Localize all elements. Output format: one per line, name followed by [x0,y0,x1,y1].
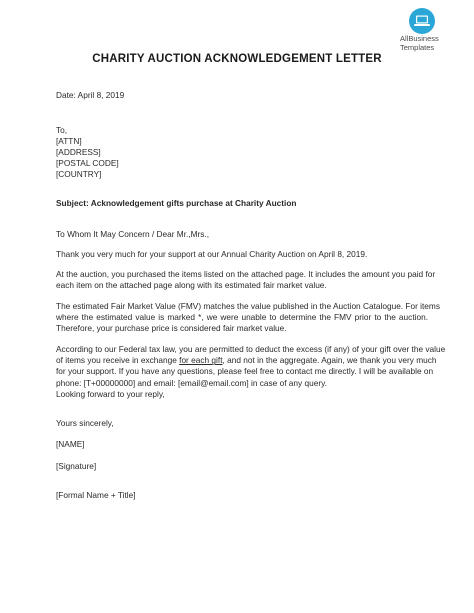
letter-salutation: To Whom It May Concern / Dear Mr.,Mrs., [56,229,210,239]
paragraph-line-with-underline [56,355,437,366]
paragraph-line: Therefore, your purchase price is considered fair market value. [56,323,287,334]
paragraph-thanks [56,249,428,260]
letter-title: CHARITY AUCTION ACKNOWLEDGEMENT LETTER [92,53,382,65]
paragraph-line: each item on the attached page along with its estimated fair market value. [56,280,327,291]
paragraph-tax [56,344,446,400]
signer-formal-name: [Formal Name + Title] [56,490,136,500]
signer-name: [NAME] [56,439,85,449]
address-postal-code: [POSTAL CODE] [56,158,119,168]
paragraph-line: At the auction, you purchased the items listed on the attached page. It includes the amount you paid for [56,269,436,279]
logo-brand-line2: Templates [400,43,435,52]
address-attn: [ATTN] [56,136,82,146]
text-segment: , and not in the aggregate. Again, we thank you very much [222,355,437,366]
paragraph-fmv [56,301,440,335]
address-country: [COUNTRY] [56,169,102,179]
allbusiness-logo [400,8,462,58]
letter-closing: Yours sincerely, [56,418,114,428]
paragraph-line: Looking forward to your reply, [56,388,165,399]
logo-brand-line1: AllBusiness [400,34,439,43]
paragraph-line: phone: [T+00000000] and email: [email@email.com] in case of any query. [56,377,327,388]
address-to: To, [56,125,68,135]
underlined-text: for each gift [179,355,223,366]
address-line: [ADDRESS] [56,147,101,157]
paragraph-line: where the estimated value is marked *, we were unable to determine the FMV prior to the auction. [56,312,428,323]
laptop-icon [409,8,435,34]
paragraph-line: The estimated Fair Market Value (FMV) matches the value published in the Auction Catalogue. For items [56,301,440,311]
letter-date: Date: April 8, 2019 [56,90,125,100]
signer-signature: [Signature] [56,461,97,471]
paragraph-purchase [56,269,436,291]
paragraph-line: According to our Federal tax law, you are permitted to deduct the excess (if any) of your gift over the value [56,344,446,354]
paragraph-line: for your support. If you have any questions, please feel free to contact me directly. I will be available on [56,366,434,377]
letter-subject: Subject: Acknowledgement gifts purchase at Charity Auction [56,198,297,208]
logo-text [400,34,439,52]
paragraph-line: Thank you very much for your support at our Annual Charity Auction on April 8, 2019. [56,249,368,259]
text-segment: of items you receive in exchange [56,355,180,366]
